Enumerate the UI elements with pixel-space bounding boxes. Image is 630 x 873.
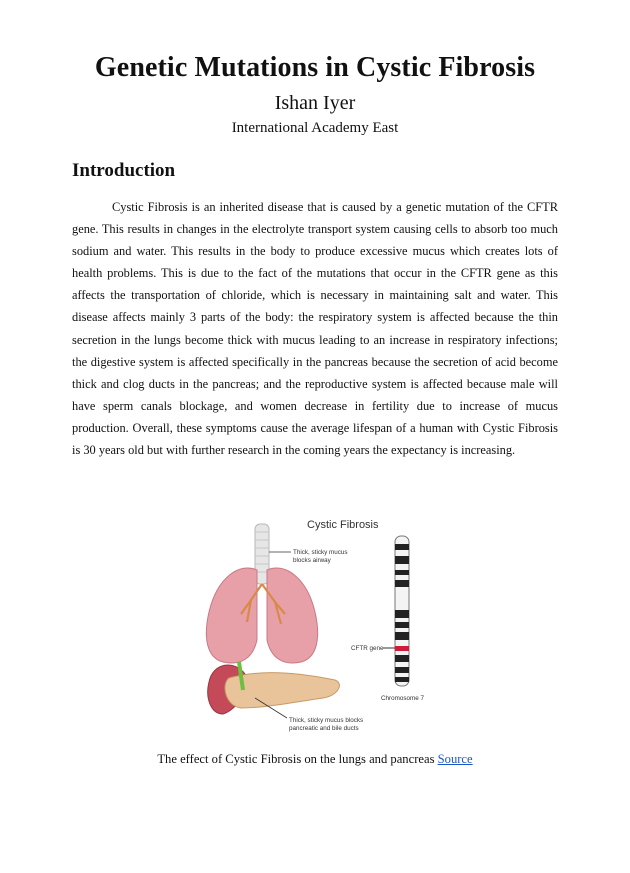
caption-text: The effect of Cystic Fibrosis on the lungs and pancreas <box>157 752 435 766</box>
cftr-gene-label: CFTR gene <box>351 645 384 652</box>
airway-label-line2: blocks airway <box>293 557 331 564</box>
section-heading: Introduction <box>72 160 176 181</box>
pancreas-label-line1: Thick, sticky mucus blocks <box>289 717 364 724</box>
intro-paragraph: Cystic Fibrosis is an inherited disease that is caused by a genetic mutation of the CFTR gene. This results in changes in the electrolyte transport system causing cells to absorb too much sodium and water. This results in the body to produce excessive mucus which creates lots of health problems. This is due to the fact of the mutations that occur in the CFTR gene as this affects the transportation of chloride, which is necessary in maintaining salt and water. This disease affects mainly 3 parts of the body: the respiratory system is affected because the thin secretion in the lungs become thick with mucus leading to an increase in respiratory infections; the digestive system is affected specifically in the pancreas because the secretion of acid become thick and clog ducts in the pancreas; and the reproductive system is affected because male will have sperm canals blockage, and women decrease in fertility due to increase of mucus production. Overall, these symptoms cause the average lifespan of a human with Cystic Fibrosis is 30 years old but with further research in the coming years the expectancy is increasing. <box>72 200 558 458</box>
chromosome-label: Chromosome 7 <box>381 695 425 702</box>
cystic-fibrosis-illustration <box>195 512 440 744</box>
figure-caption <box>0 752 630 767</box>
figure-title: Cystic Fibrosis <box>307 519 379 531</box>
school-name: International Academy East <box>231 120 399 136</box>
source-link[interactable]: Source <box>437 752 473 766</box>
author-name: Ishan Iyer <box>274 92 356 114</box>
pancreas-label-line2: pancreatic and bile ducts <box>289 725 359 732</box>
airway-label-line1: Thick, sticky mucus <box>293 549 348 556</box>
pancreas <box>208 662 340 714</box>
chromosome-7 <box>383 536 409 686</box>
document-title: Genetic Mutations in Cystic Fibrosis <box>94 52 536 83</box>
